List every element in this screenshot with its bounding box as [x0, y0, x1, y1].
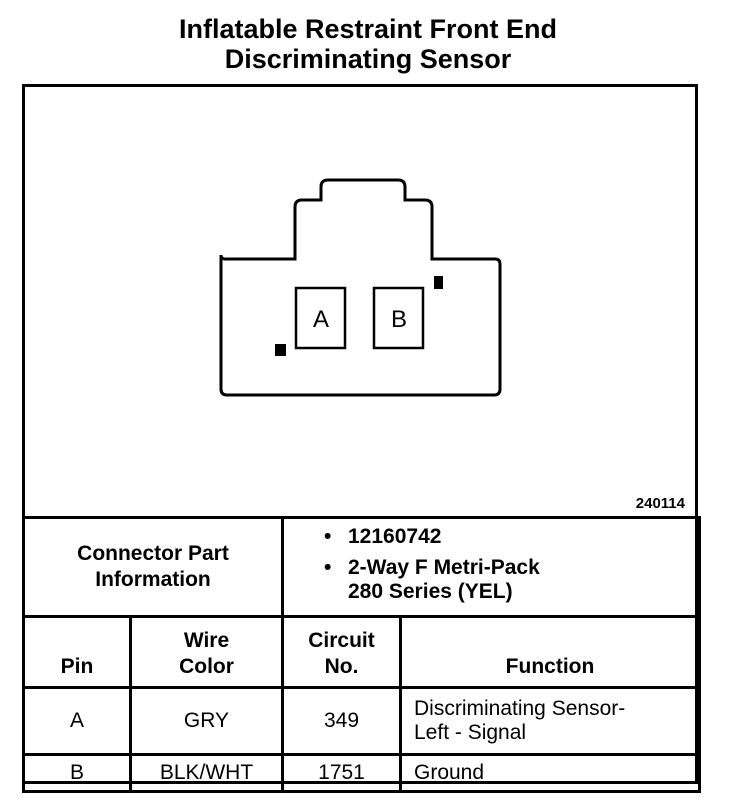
- wire-color-cell: BLK/WHT: [131, 755, 283, 792]
- function-cell: Discriminating Sensor- Left - Signal: [401, 688, 700, 755]
- connector-outline: [221, 180, 500, 395]
- title-line-2: Discriminating Sensor: [224, 44, 512, 74]
- pin-a-label: A: [312, 306, 330, 333]
- pin-cell: A: [24, 688, 131, 755]
- connector-info-table: [22, 516, 701, 793]
- pin-b-label: B: [390, 306, 408, 333]
- title-line-1: Inflatable Restraint Front End: [178, 14, 558, 44]
- function-cell: Ground: [401, 755, 700, 792]
- diagram-title: [0, 14, 736, 74]
- pin-cell: B: [24, 755, 131, 792]
- part-info-values: [283, 518, 700, 617]
- header-row: [24, 617, 700, 688]
- part-info-row: [24, 518, 700, 617]
- header-function: Function: [401, 617, 700, 688]
- part-info-label: Connector Part Information: [24, 518, 283, 617]
- header-circuit: Circuit No.: [283, 617, 401, 688]
- table-row: [24, 755, 700, 792]
- polarizing-dot-lower: [275, 344, 286, 356]
- polarizing-dot-upper: [434, 276, 443, 289]
- table-row: [24, 688, 700, 755]
- header-pin: Pin: [24, 617, 131, 688]
- connector-type: • 2-Way F Metri-Pack 280 Series (YEL): [324, 556, 698, 604]
- header-wire-color: Wire Color: [131, 617, 283, 688]
- part-number: • 12160742: [324, 525, 698, 549]
- circuit-cell: 1751: [283, 755, 401, 792]
- circuit-cell: 349: [283, 688, 401, 755]
- connector-face-drawing: [25, 87, 695, 519]
- wire-color-cell: GRY: [131, 688, 283, 755]
- figure-id: 240114: [635, 495, 685, 512]
- diagram-frame: [22, 84, 698, 784]
